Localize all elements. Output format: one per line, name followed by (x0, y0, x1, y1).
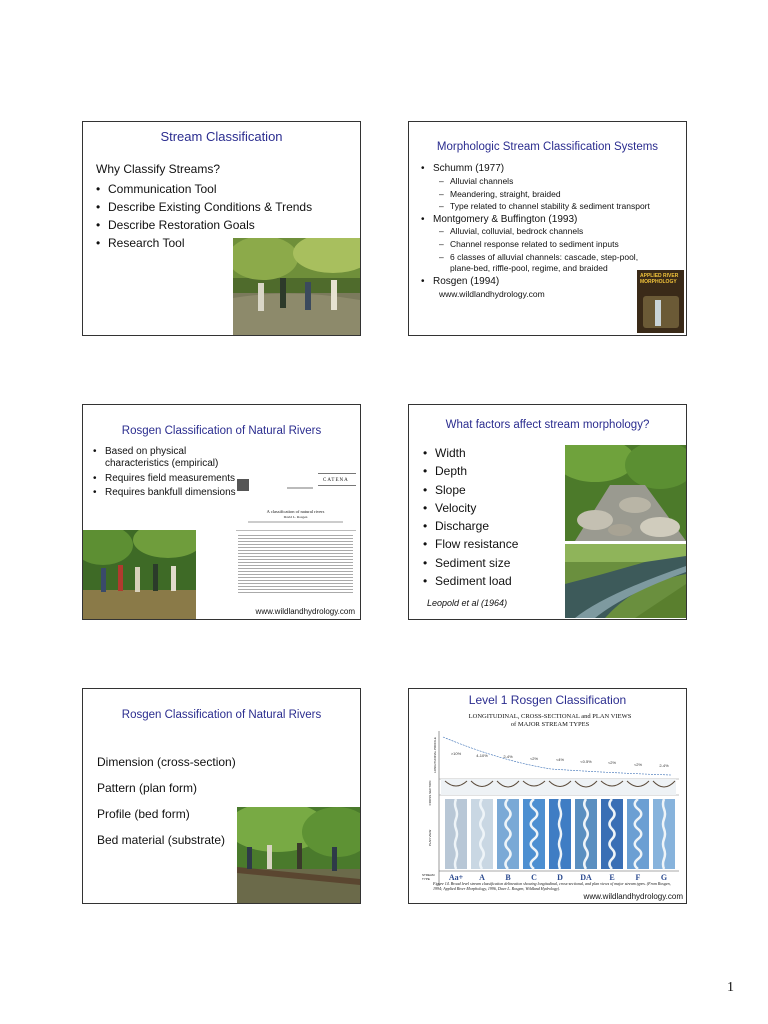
side-label: PLAN VIEW (428, 829, 432, 847)
side-label: LONGITUDINAL PROFILE (433, 737, 437, 773)
figure-subtitle: of MAJOR STREAM TYPES (510, 721, 590, 728)
stream-type-label: E (609, 873, 615, 882)
list-item: • Width (423, 444, 518, 462)
list-item: • Velocity (423, 499, 518, 517)
journal-name: CATENA (323, 478, 349, 483)
list-item: • Slope (423, 481, 518, 499)
stream-type-label: F (635, 873, 641, 882)
list-item: • Schumm (1977) (421, 163, 505, 174)
stream-diagram (421, 711, 679, 889)
book-cover-image (637, 270, 684, 333)
paper-author: David L. Rosgen (283, 515, 308, 519)
list-item: • Research Tool (96, 234, 312, 252)
slide-rosgen-classification-1 (82, 404, 361, 620)
slide-heading: Why Classify Streams? (96, 162, 221, 176)
slope-label: 2-4% (659, 763, 669, 768)
list-item: • Communication Tool (96, 180, 312, 198)
field-crew-photo (83, 530, 196, 620)
stream-types-figure (421, 711, 679, 889)
list-item: • Describe Restoration Goals (96, 216, 312, 234)
item-label: Rosgen (1994) (433, 275, 500, 287)
figure-caption: Figure 14. Broad level stream classification delineation showing longitudinal, cross-sectional, and plan views of major stream types. (From Rosgen, 1994; Applied River Morphology, 1996, Dave L. Rosgen, Wildland Hydrology). (433, 881, 671, 891)
publisher-logo (237, 479, 249, 491)
slide-title: Rosgen Classification of Natural Rivers (121, 425, 322, 437)
list-item: Dimension (cross-section) (97, 755, 236, 769)
list-item: Bed material (substrate) (97, 833, 226, 847)
list-item: • Requires bankfull dimensions (93, 487, 238, 499)
paper-title: A classification of natural rivers (266, 509, 325, 514)
stream-survey-photo (233, 238, 360, 335)
slide-title: Rosgen Classification of Natural Rivers (121, 709, 322, 721)
slope-label: 2-4% (503, 754, 513, 759)
list-item: • Sediment size (423, 554, 518, 572)
list-item: Profile (bed form) (97, 807, 190, 821)
list-item: • Rosgen (1994) (421, 275, 500, 287)
list-item: • Depth (423, 462, 518, 480)
sub-list (421, 226, 644, 274)
stream-type-label: Aa+ (448, 873, 464, 882)
channel-photo (565, 544, 686, 618)
list-item: • Describe Existing Conditions & Trends (96, 198, 312, 216)
stream-type-label: DA (580, 873, 592, 882)
paper-thumbnail (233, 469, 358, 604)
slope-label: >10% (450, 751, 462, 756)
stream-type-label: C (531, 873, 537, 882)
book-title: APPLIED RIVER MORPHOLOGY (640, 273, 679, 285)
list-item: • Based on physical characteristics (empirical) (93, 446, 238, 471)
sub-item: – Alluvial, colluvial, bedrock channels (439, 226, 644, 237)
slope-label: <2% (607, 760, 617, 765)
page-number: 1 (727, 980, 734, 995)
slope-label: 4-10% (476, 752, 488, 758)
sub-item: – Alluvial channels (439, 175, 683, 188)
bullet-list (423, 444, 518, 590)
stream-type-label: G (660, 873, 668, 882)
criteria-list (97, 749, 236, 853)
slope-label: <2% (633, 761, 643, 767)
slide-factors-morphology (408, 404, 687, 620)
item-label: Schumm (1977) (433, 163, 505, 174)
sub-item: – Channel response related to sediment inputs (439, 239, 644, 250)
side-label: CROSS SECTION (428, 780, 432, 806)
bullet-list (93, 446, 238, 499)
slide-title: Stream Classification (160, 129, 283, 144)
sub-item: – Meandering, straight, braided (439, 188, 683, 201)
stream-type-label: D (557, 873, 563, 882)
list-item: • Requires field measurements (93, 473, 238, 485)
sub-item: – 6 classes of alluvial channels: cascade, step-pool, plane-bed, riffle-pool, regime, and braided (439, 252, 644, 274)
item-label: Montgomery & Buffington (1993) (433, 213, 578, 225)
slide-title: Level 1 Rosgen Classification (468, 693, 627, 707)
url-text: www.wildlandhydrology.com (439, 288, 545, 299)
slide-rosgen-classification-2 (82, 688, 361, 904)
url-footer: www.wildlandhydrology.com (583, 892, 683, 901)
list-item: • Sediment load (423, 572, 518, 590)
slope-label: <0.5% (580, 758, 592, 764)
rocky-stream-photo (565, 445, 686, 541)
slide-morphologic-systems (408, 121, 687, 336)
list-item: • Discharge (423, 517, 518, 535)
list-item: Pattern (plan form) (97, 781, 198, 795)
url-footer: www.wildlandhydrology.com (255, 607, 355, 616)
log-crossing-photo (237, 807, 360, 903)
slide-level1-rosgen (408, 688, 687, 904)
slide-stream-classification (82, 121, 361, 336)
side-label: STREAM TYPE (422, 873, 435, 881)
slide-title: What factors affect stream morphology? (445, 419, 650, 431)
stream-type-label: A (479, 873, 485, 882)
sub-list (421, 175, 683, 213)
citation: Leopold et al (1964) (427, 598, 508, 608)
slope-label: <2% (529, 755, 539, 761)
list-item: • Montgomery & Buffington (1993) (421, 213, 578, 225)
sub-item: – Type related to channel stability & sediment transport (439, 200, 683, 213)
list-item: • Flow resistance (423, 535, 518, 553)
stream-type-label: B (505, 873, 511, 882)
slide-title: Morphologic Stream Classification Systems (436, 141, 659, 153)
figure-title: LONGITUDINAL, CROSS-SECTIONAL and PLAN VIEWS (468, 713, 632, 720)
slope-label: <4% (555, 757, 565, 762)
